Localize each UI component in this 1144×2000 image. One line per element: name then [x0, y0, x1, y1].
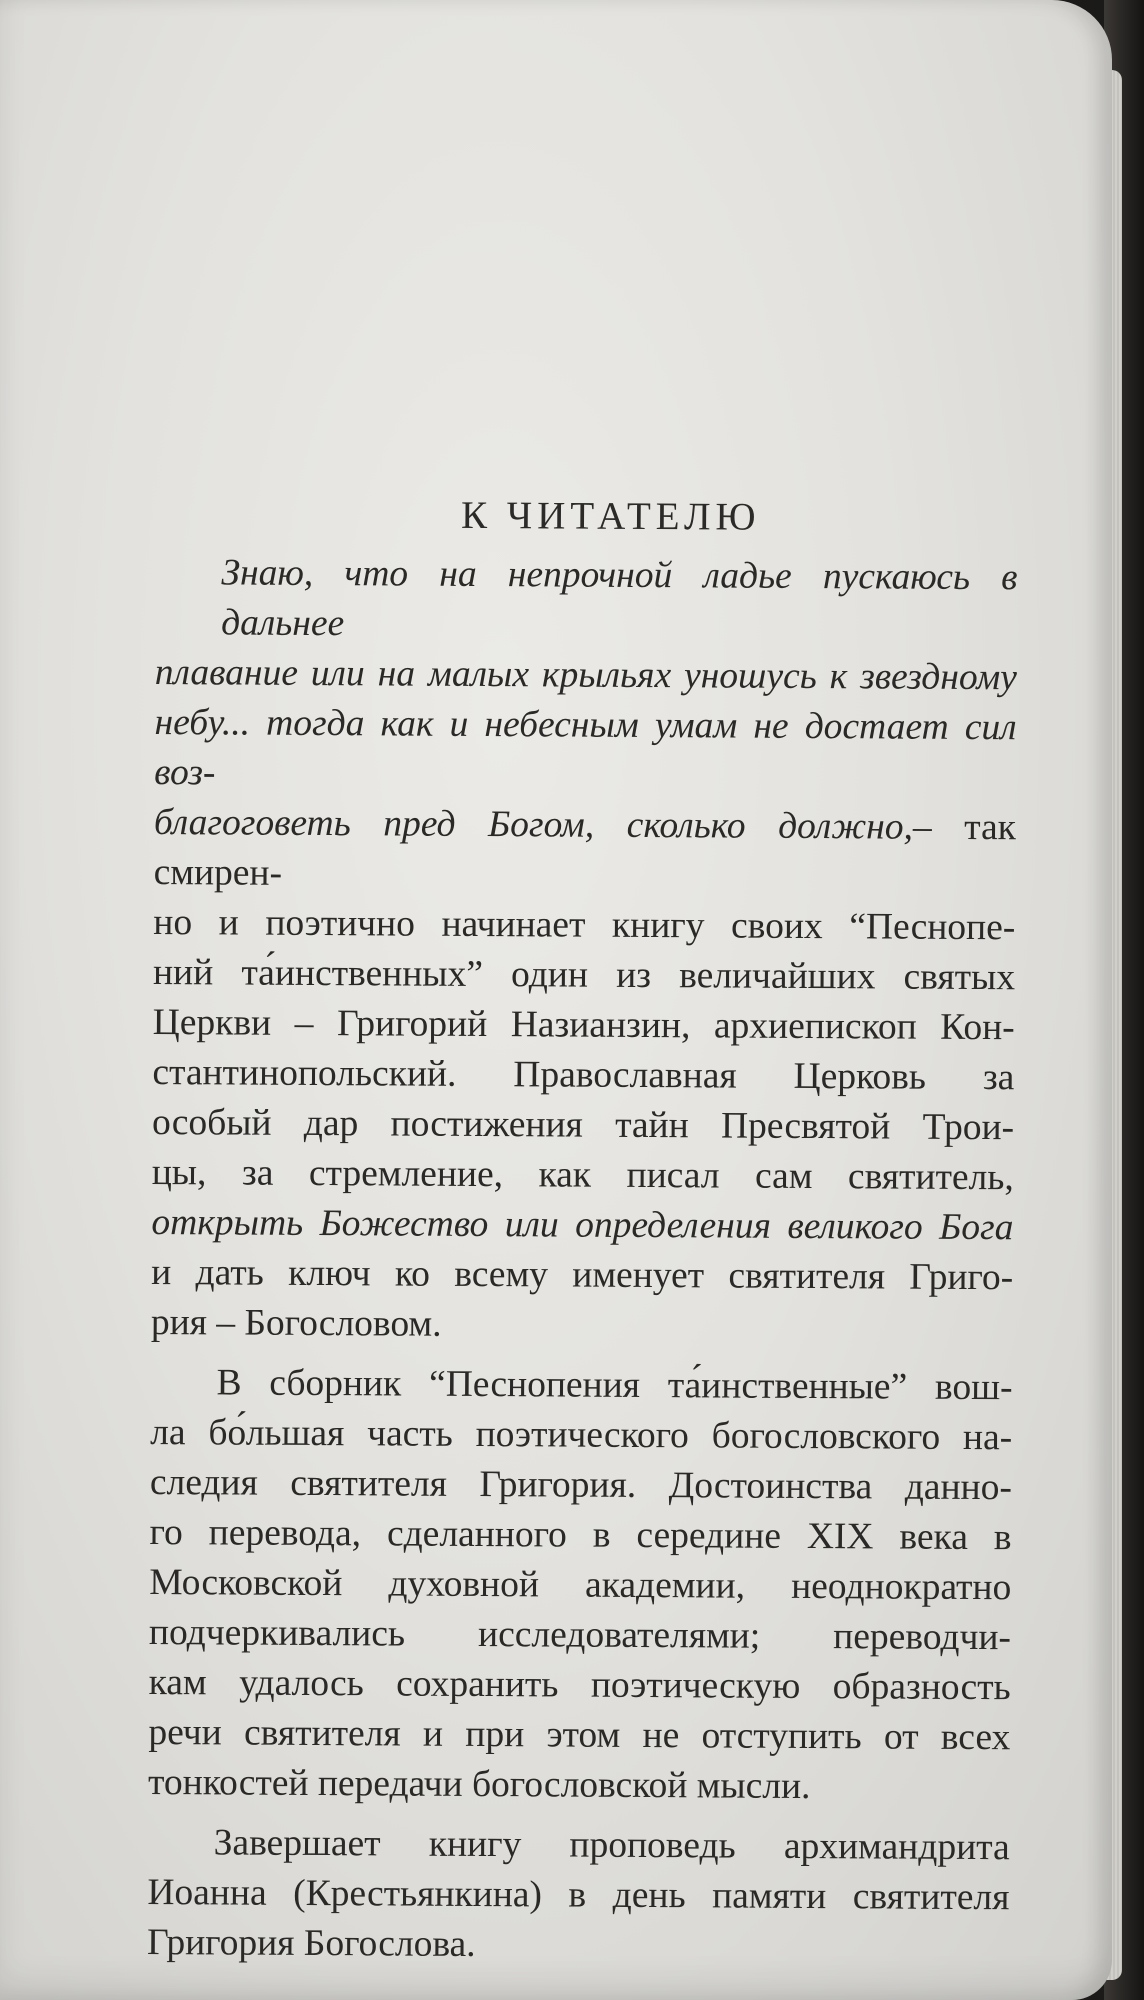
text-line [153, 798, 1016, 903]
body-text: ла бо́льшая часть поэтического богословского на- [150, 1411, 1013, 1459]
italic-text: плавание или на малых крыльях уношусь к звездному [154, 651, 1017, 699]
body-text: кам удалось сохранить поэтическую образность [148, 1661, 1011, 1709]
text-line [150, 1458, 1012, 1513]
body-text: го перевода, сделанного в середине XIX века в [149, 1511, 1012, 1559]
body-text: тонкостей передачи богословской мысли. [147, 1761, 811, 1808]
text-line [153, 998, 1015, 1053]
body-text: и дать ключ ко всему именует святителя Григо- [151, 1251, 1014, 1299]
italic-text: открыть Божество или определения великого Бога [151, 1201, 1014, 1249]
text-line [147, 1918, 1009, 1973]
body-text: стантинопольский. Православная Церковь за [152, 1051, 1015, 1099]
paragraphs [147, 548, 1018, 1973]
text-line [149, 1608, 1011, 1663]
text-line [155, 648, 1017, 703]
text-line [151, 1248, 1013, 1303]
page-heading: К ЧИТАТЕЛЮ [460, 493, 761, 539]
italic-text: небу... тогда как и небесным умам не достает сил воз- [154, 701, 1017, 794]
italic-text: благоговеть пред Богом, сколько должно, [153, 801, 914, 848]
text-line [149, 1658, 1011, 1713]
text-line [150, 1358, 1012, 1413]
text-line [151, 1198, 1013, 1253]
body-text: следия святителя Григория. Достоинства данно- [149, 1461, 1013, 1509]
text-line [153, 898, 1015, 953]
text-line [148, 1758, 1010, 1813]
body-text: но и поэтично начинает книгу своих “Песнопе- [153, 901, 1016, 949]
body-text: ний та́инственных” один из величайших святых [152, 951, 1016, 999]
body-text: цы, за стремление, как писал сам святитель, [151, 1151, 1014, 1199]
text-line [149, 1508, 1011, 1563]
text-line [154, 698, 1017, 803]
text-line [149, 1558, 1011, 1613]
paragraph [151, 548, 1018, 1353]
page-text [147, 486, 1018, 1983]
body-text: Завершает книгу проповедь архимандрита [213, 1822, 1010, 1869]
text-line [148, 1818, 1010, 1873]
italic-text: Знаю, что на непрочной ладье пускаюсь в дальнее [221, 552, 1018, 645]
text-line [152, 1148, 1014, 1203]
body-text: подчеркивались исследователями; переводчи- [148, 1611, 1012, 1659]
text-line [152, 1098, 1014, 1153]
body-text: Московской духовной академии, неоднократно [149, 1561, 1012, 1609]
body-text: особый дар постижения тайн Пресвятой Трои- [151, 1101, 1015, 1149]
body-text: Церкви – Григорий Назианзин, архиепископ Кон- [152, 1001, 1015, 1049]
body-text: Григория Богослова. [146, 1921, 476, 1965]
text-line [147, 1868, 1009, 1923]
body-text: рия – Богословом. [150, 1301, 442, 1345]
text-line [155, 548, 1018, 653]
body-text: Иоанна (Крестьянкина) в день памяти святителя [147, 1871, 1010, 1919]
text-line [152, 1048, 1014, 1103]
body-text: речи святителя и при этом не отступить от всех [148, 1711, 1011, 1759]
text-line [151, 1298, 1013, 1353]
paragraph [148, 1358, 1013, 1813]
paragraph [147, 1818, 1010, 1973]
body-text: – так смирен- [153, 806, 1017, 894]
text-line [148, 1708, 1010, 1763]
body-text: В сборник “Песнопения та́инственные” вош- [216, 1362, 1013, 1409]
text-line [150, 1408, 1012, 1463]
text-line [153, 948, 1015, 1003]
